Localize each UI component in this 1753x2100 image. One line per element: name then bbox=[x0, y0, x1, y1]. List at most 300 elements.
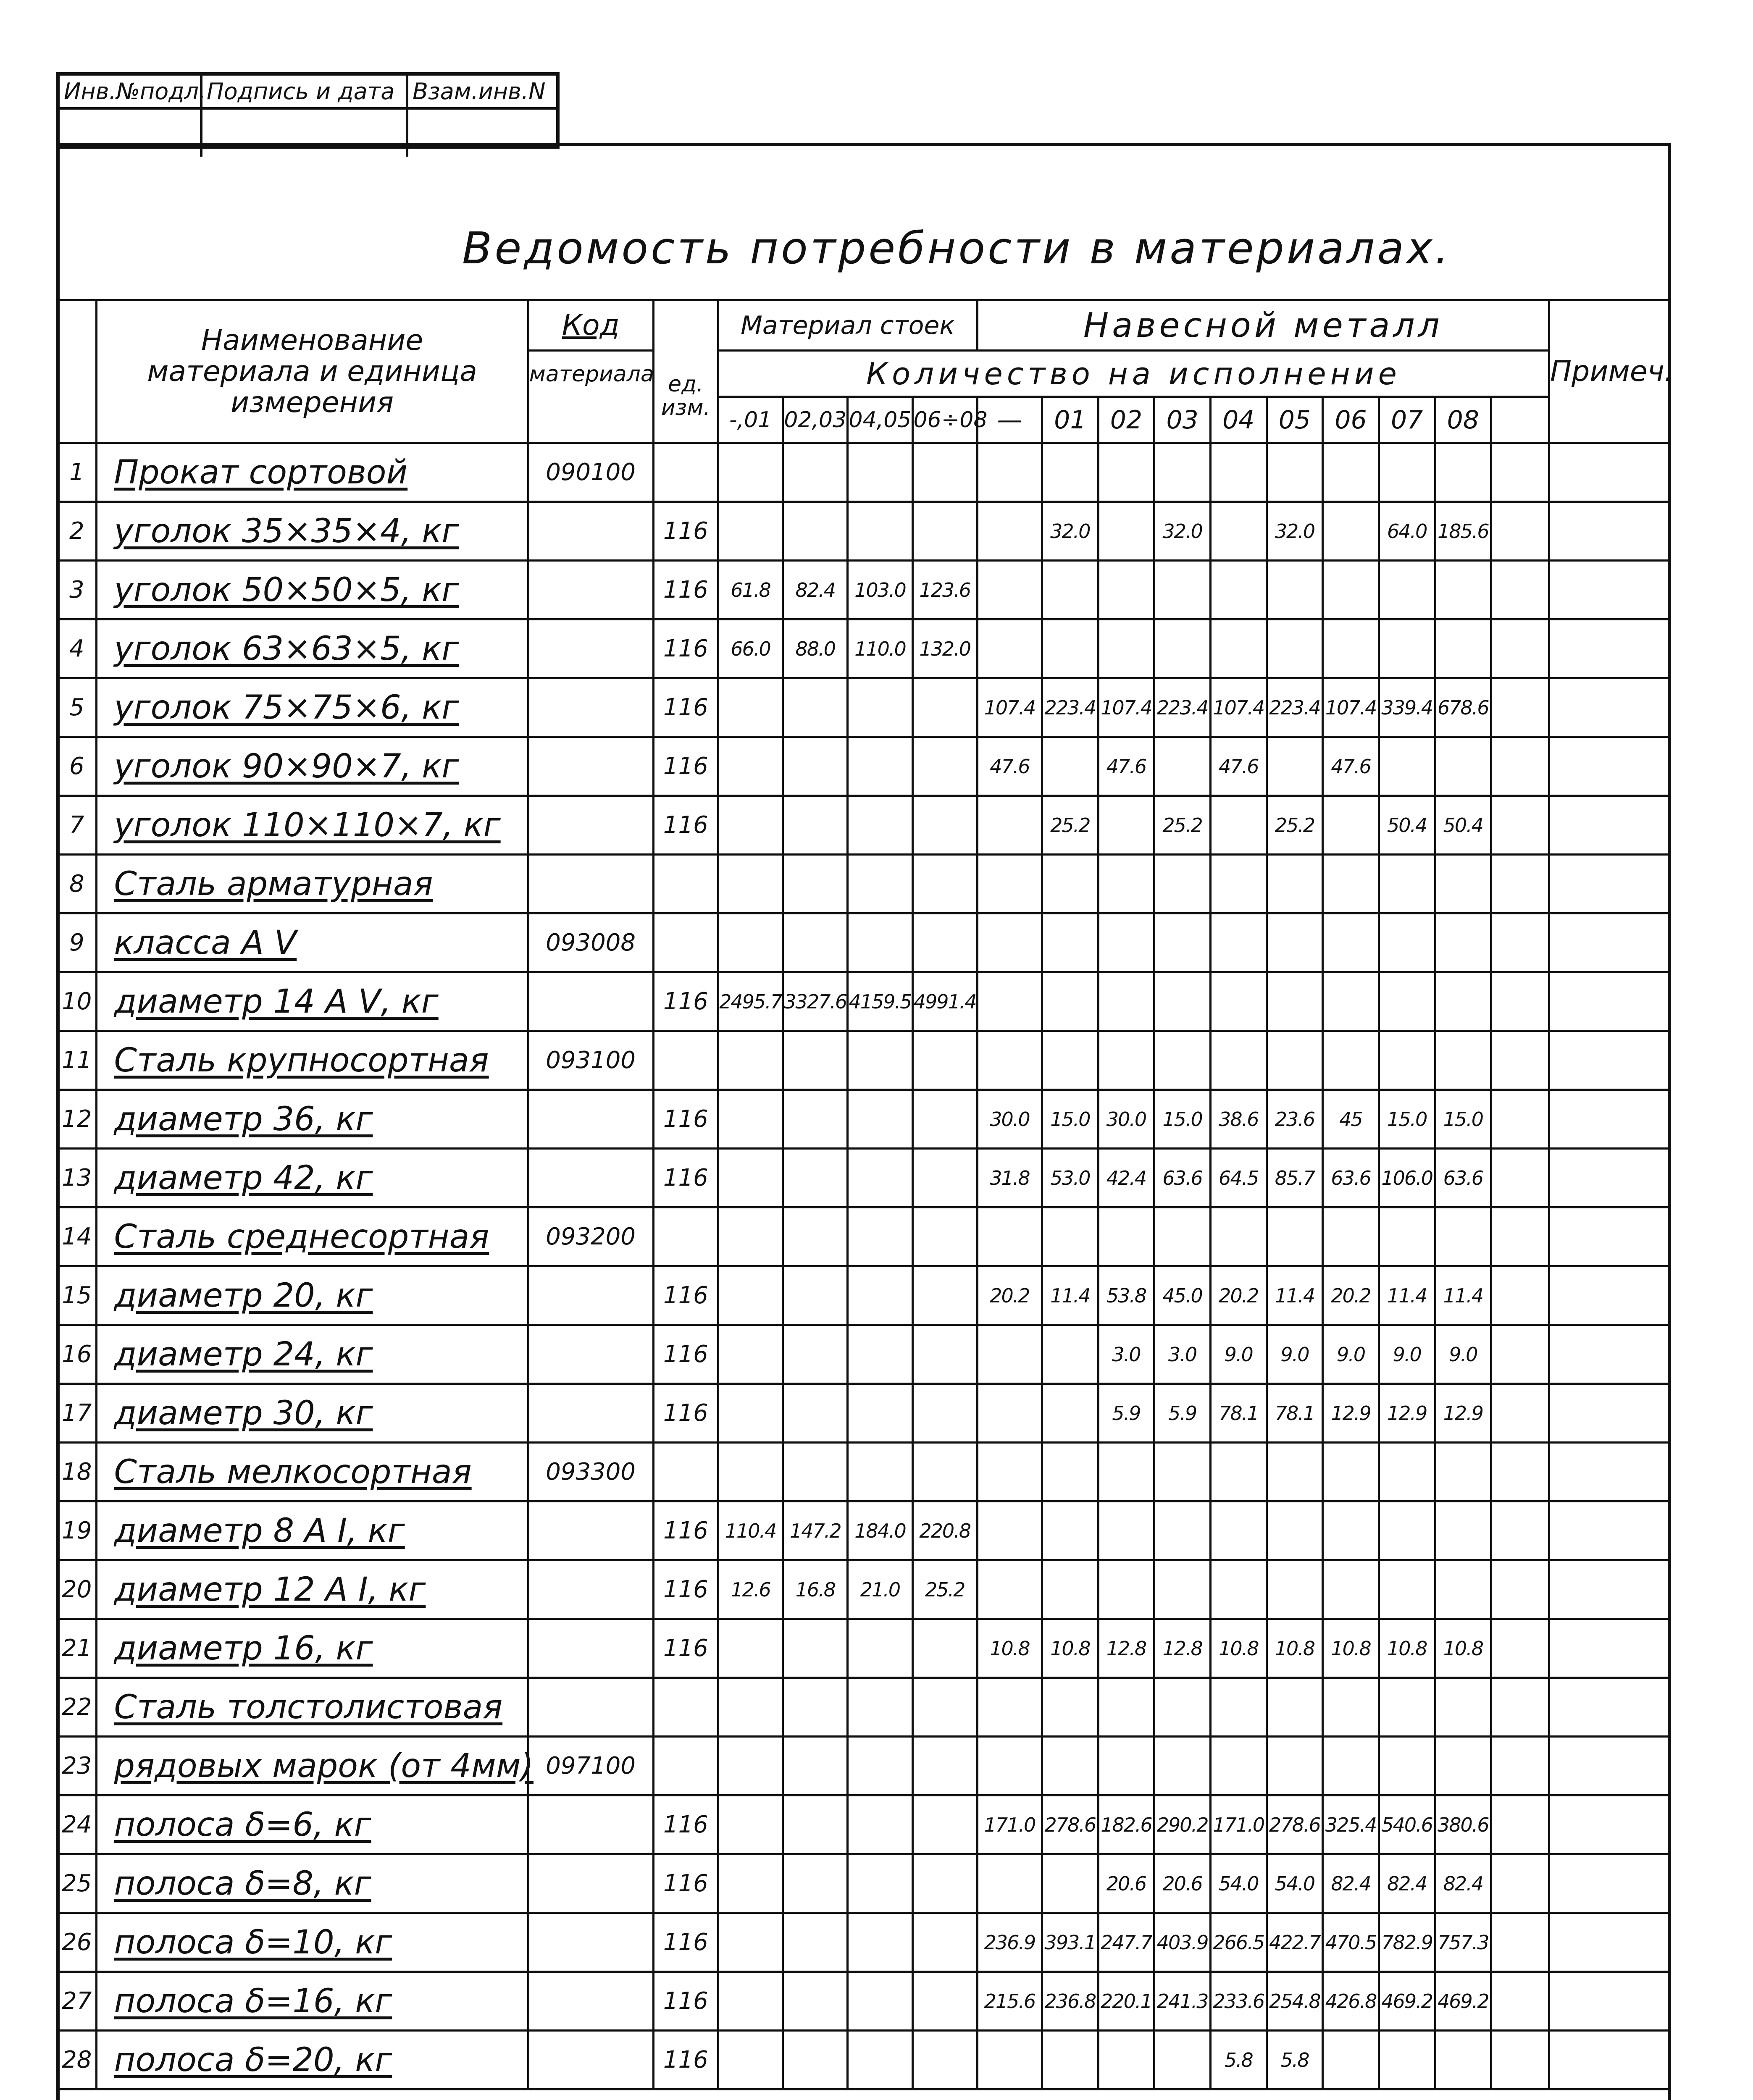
metal-value bbox=[1323, 620, 1379, 678]
table-row bbox=[58, 2031, 1670, 2090]
stand-value bbox=[848, 1384, 912, 1443]
stand-value bbox=[912, 796, 977, 855]
metal-value: 278.6 bbox=[1267, 1796, 1323, 1854]
metal-value: 32.0 bbox=[1267, 502, 1323, 561]
metal-value bbox=[1323, 1031, 1379, 1090]
table-row bbox=[58, 678, 1670, 737]
metal-value: 266.5 bbox=[1210, 1913, 1267, 1972]
metal-value bbox=[1154, 2031, 1211, 2090]
note-cell bbox=[1549, 1737, 1670, 1796]
note-cell bbox=[1549, 1678, 1670, 1737]
table-row bbox=[58, 1854, 1670, 1913]
stand-value bbox=[783, 443, 848, 502]
metal-value: 47.6 bbox=[1323, 737, 1379, 796]
stand-value bbox=[783, 737, 848, 796]
material-code bbox=[528, 1266, 653, 1325]
note-cell bbox=[1549, 1266, 1670, 1325]
row-number: 2 bbox=[58, 502, 97, 561]
metal-value: 25.2 bbox=[1267, 796, 1323, 855]
stand-value: 110.0 bbox=[848, 620, 912, 678]
metal-value bbox=[1379, 855, 1435, 914]
header-unit-top bbox=[653, 300, 718, 351]
note-cell bbox=[1549, 620, 1670, 678]
metal-value: 63.6 bbox=[1154, 1149, 1211, 1208]
metal-value: 10.8 bbox=[1435, 1619, 1491, 1678]
metal-blank bbox=[1491, 1972, 1549, 2031]
material-code bbox=[528, 1913, 653, 1972]
material-name: диаметр 24, кг bbox=[96, 1325, 528, 1384]
metal-value bbox=[1154, 443, 1211, 502]
metal-blank bbox=[1491, 1502, 1549, 1560]
metal-value bbox=[1098, 796, 1154, 855]
header-row-number bbox=[58, 300, 97, 443]
metal-value bbox=[1154, 561, 1211, 620]
metal-value: 171.0 bbox=[977, 1796, 1042, 1854]
header-metal-col: 04 bbox=[1210, 397, 1267, 443]
stand-value: 4991.4 bbox=[912, 972, 977, 1031]
table-row bbox=[58, 1384, 1670, 1443]
metal-value bbox=[977, 1031, 1042, 1090]
metal-value bbox=[1210, 1737, 1267, 1796]
table-row bbox=[58, 737, 1670, 796]
metal-blank bbox=[1491, 1208, 1549, 1266]
metal-value: 223.4 bbox=[1267, 678, 1323, 737]
row-number: 27 bbox=[58, 1972, 97, 2031]
material-code: 093008 bbox=[528, 914, 653, 972]
metal-value: 25.2 bbox=[1154, 796, 1211, 855]
stand-value: 21.0 bbox=[848, 1560, 912, 1619]
metal-value: 403.9 bbox=[1154, 1913, 1211, 1972]
metal-value: 47.6 bbox=[1210, 737, 1267, 796]
note-cell bbox=[1549, 1619, 1670, 1678]
unit-code bbox=[653, 1737, 718, 1796]
metal-value: 53.8 bbox=[1098, 1266, 1154, 1325]
header-metal-col: 05 bbox=[1267, 397, 1323, 443]
row-number: 24 bbox=[58, 1796, 97, 1854]
metal-value bbox=[1154, 1678, 1211, 1737]
metal-value bbox=[1154, 1737, 1211, 1796]
header-name: Наименование материала и единица измерения bbox=[96, 300, 528, 443]
metal-value: 82.4 bbox=[1435, 1854, 1491, 1913]
stand-value bbox=[912, 1090, 977, 1149]
stand-value bbox=[912, 1149, 977, 1208]
row-number: 3 bbox=[58, 561, 97, 620]
stand-value bbox=[718, 796, 783, 855]
table-row bbox=[58, 1443, 1670, 1502]
metal-value bbox=[1435, 1443, 1491, 1502]
material-name: Сталь арматурная bbox=[96, 855, 528, 914]
metal-value bbox=[1210, 620, 1267, 678]
metal-value: 23.6 bbox=[1267, 1090, 1323, 1149]
metal-value bbox=[1323, 1208, 1379, 1266]
material-name: Сталь толстолистовая bbox=[96, 1678, 528, 1737]
metal-value bbox=[1042, 620, 1099, 678]
metal-value: 5.9 bbox=[1154, 1384, 1211, 1443]
metal-value: 82.4 bbox=[1379, 1854, 1435, 1913]
metal-value: 10.8 bbox=[1379, 1619, 1435, 1678]
metal-value bbox=[1098, 1502, 1154, 1560]
unit-code: 116 bbox=[653, 1972, 718, 2031]
stand-value: 2495.7 bbox=[718, 972, 783, 1031]
metal-value: 107.4 bbox=[1210, 678, 1267, 737]
metal-value bbox=[1267, 737, 1323, 796]
table-row bbox=[58, 1913, 1670, 1972]
metal-value bbox=[1098, 1443, 1154, 1502]
stand-value: 61.8 bbox=[718, 561, 783, 620]
unit-code: 116 bbox=[653, 1560, 718, 1619]
stand-value bbox=[848, 502, 912, 561]
row-number: 14 bbox=[58, 1208, 97, 1266]
note-cell bbox=[1549, 1149, 1670, 1208]
unit-code: 116 bbox=[653, 1502, 718, 1560]
metal-value bbox=[1042, 1737, 1099, 1796]
metal-value: 20.6 bbox=[1098, 1854, 1154, 1913]
metal-value bbox=[1435, 914, 1491, 972]
metal-value bbox=[1042, 855, 1099, 914]
stand-value bbox=[718, 1619, 783, 1678]
metal-value bbox=[1042, 1208, 1099, 1266]
metal-value: 3.0 bbox=[1098, 1325, 1154, 1384]
stand-value bbox=[912, 1325, 977, 1384]
metal-value bbox=[1435, 1560, 1491, 1619]
stand-value bbox=[783, 1325, 848, 1384]
metal-value: 236.9 bbox=[977, 1913, 1042, 1972]
stand-value bbox=[718, 1854, 783, 1913]
metal-value bbox=[1098, 1031, 1154, 1090]
material-name: полоса δ=6, кг bbox=[96, 1796, 528, 1854]
material-code bbox=[528, 796, 653, 855]
metal-value: 247.7 bbox=[1098, 1913, 1154, 1972]
header-code-blank bbox=[528, 397, 653, 443]
metal-value bbox=[1379, 914, 1435, 972]
stand-value bbox=[848, 1031, 912, 1090]
metal-value: 54.0 bbox=[1210, 1854, 1267, 1913]
metal-value: 469.2 bbox=[1435, 1972, 1491, 2031]
metal-value bbox=[1323, 443, 1379, 502]
metal-value: 107.4 bbox=[1098, 678, 1154, 737]
stand-value bbox=[783, 855, 848, 914]
stand-value bbox=[718, 914, 783, 972]
material-name: полоса δ=16, кг bbox=[96, 1972, 528, 2031]
material-name: диаметр 12 А Ⅰ, кг bbox=[96, 1560, 528, 1619]
metal-value: 85.7 bbox=[1267, 1149, 1323, 1208]
metal-value bbox=[1098, 1678, 1154, 1737]
header-metal-col: 08 bbox=[1435, 397, 1491, 443]
metal-value: 3.0 bbox=[1154, 1325, 1211, 1384]
table-row bbox=[58, 972, 1670, 1031]
unit-code: 116 bbox=[653, 972, 718, 1031]
header-code-material: материала bbox=[528, 351, 653, 397]
table-row bbox=[58, 443, 1670, 502]
stand-value: 123.6 bbox=[912, 561, 977, 620]
metal-value: 15.0 bbox=[1042, 1090, 1099, 1149]
metal-value bbox=[1323, 502, 1379, 561]
metal-value: 20.2 bbox=[1210, 1266, 1267, 1325]
metal-value: 53.0 bbox=[1042, 1149, 1099, 1208]
stand-value bbox=[783, 1090, 848, 1149]
unit-code: 116 bbox=[653, 1384, 718, 1443]
stand-value bbox=[912, 1854, 977, 1913]
material-name: уголок 50×50×5, кг bbox=[96, 561, 528, 620]
stamp-box bbox=[56, 72, 560, 149]
stand-value bbox=[912, 502, 977, 561]
row-number: 6 bbox=[58, 737, 97, 796]
stand-value bbox=[912, 1443, 977, 1502]
material-code: 093200 bbox=[528, 1208, 653, 1266]
material-code bbox=[528, 1560, 653, 1619]
table-row bbox=[58, 1149, 1670, 1208]
table-row bbox=[58, 1560, 1670, 1619]
metal-blank bbox=[1491, 914, 1549, 972]
row-number: 12 bbox=[58, 1090, 97, 1149]
metal-value: 82.4 bbox=[1323, 1854, 1379, 1913]
metal-value bbox=[977, 1737, 1042, 1796]
note-cell bbox=[1549, 972, 1670, 1031]
metal-value: 325.4 bbox=[1323, 1796, 1379, 1854]
metal-value: 12.9 bbox=[1379, 1384, 1435, 1443]
unit-code bbox=[653, 1031, 718, 1090]
note-cell bbox=[1549, 1208, 1670, 1266]
metal-value: 10.8 bbox=[1210, 1619, 1267, 1678]
unit-code: 116 bbox=[653, 1619, 718, 1678]
metal-value: 5.9 bbox=[1098, 1384, 1154, 1443]
material-name: диаметр 20, кг bbox=[96, 1266, 528, 1325]
stand-value bbox=[718, 678, 783, 737]
unit-code bbox=[653, 443, 718, 502]
header-metal-col: 07 bbox=[1379, 397, 1435, 443]
metal-value: 47.6 bbox=[1098, 737, 1154, 796]
metal-value bbox=[1379, 972, 1435, 1031]
material-code bbox=[528, 1325, 653, 1384]
row-number: 23 bbox=[58, 1737, 97, 1796]
metal-value bbox=[1267, 855, 1323, 914]
metal-value: 241.3 bbox=[1154, 1972, 1211, 2031]
material-name: диаметр 30, кг bbox=[96, 1384, 528, 1443]
stand-value bbox=[848, 1325, 912, 1384]
table-row bbox=[58, 1972, 1670, 2031]
stand-value bbox=[912, 1913, 977, 1972]
material-code bbox=[528, 620, 653, 678]
stand-value bbox=[848, 855, 912, 914]
metal-value: 106.0 bbox=[1379, 1149, 1435, 1208]
metal-blank bbox=[1491, 796, 1549, 855]
material-code bbox=[528, 1502, 653, 1560]
metal-value: 45.0 bbox=[1154, 1266, 1211, 1325]
header-metal-col: 06 bbox=[1323, 397, 1379, 443]
metal-value: 290.2 bbox=[1154, 1796, 1211, 1854]
metal-value bbox=[977, 972, 1042, 1031]
stand-value: 12.6 bbox=[718, 1560, 783, 1619]
unit-code: 116 bbox=[653, 620, 718, 678]
metal-blank bbox=[1491, 1678, 1549, 1737]
stamp-inv-label: Инв.№подл. bbox=[60, 76, 202, 110]
row-number: 4 bbox=[58, 620, 97, 678]
row-number: 7 bbox=[58, 796, 97, 855]
metal-value: 10.8 bbox=[977, 1619, 1042, 1678]
row-number: 8 bbox=[58, 855, 97, 914]
metal-value: 64.0 bbox=[1379, 502, 1435, 561]
metal-value bbox=[1379, 1560, 1435, 1619]
row-number: 13 bbox=[58, 1149, 97, 1208]
material-code bbox=[528, 1678, 653, 1737]
material-code: 097100 bbox=[528, 1737, 653, 1796]
stand-value bbox=[912, 855, 977, 914]
metal-blank bbox=[1491, 1913, 1549, 1972]
metal-value bbox=[1379, 1443, 1435, 1502]
row-number: 26 bbox=[58, 1913, 97, 1972]
material-code bbox=[528, 855, 653, 914]
metal-value bbox=[1042, 1854, 1099, 1913]
stand-value bbox=[783, 1678, 848, 1737]
row-number: 28 bbox=[58, 2031, 97, 2090]
metal-value: 11.4 bbox=[1042, 1266, 1099, 1325]
stand-value bbox=[848, 796, 912, 855]
metal-value bbox=[1154, 1502, 1211, 1560]
unit-code: 116 bbox=[653, 2031, 718, 2090]
metal-value bbox=[1042, 561, 1099, 620]
row-number: 17 bbox=[58, 1384, 97, 1443]
metal-value: 678.6 bbox=[1435, 678, 1491, 737]
metal-value: 63.6 bbox=[1435, 1149, 1491, 1208]
row-number: 18 bbox=[58, 1443, 97, 1502]
metal-value: 236.8 bbox=[1042, 1972, 1099, 2031]
metal-value bbox=[1210, 855, 1267, 914]
metal-value: 11.4 bbox=[1379, 1266, 1435, 1325]
material-code bbox=[528, 1090, 653, 1149]
row-number: 22 bbox=[58, 1678, 97, 1737]
metal-blank bbox=[1491, 1619, 1549, 1678]
metal-value: 9.0 bbox=[1435, 1325, 1491, 1384]
stand-value bbox=[848, 1619, 912, 1678]
metal-value bbox=[977, 1678, 1042, 1737]
table-row bbox=[58, 1737, 1670, 1796]
material-code bbox=[528, 502, 653, 561]
note-cell bbox=[1549, 1854, 1670, 1913]
metal-value: 63.6 bbox=[1323, 1149, 1379, 1208]
row-number: 1 bbox=[58, 443, 97, 502]
stand-value bbox=[848, 914, 912, 972]
stand-value: 132.0 bbox=[912, 620, 977, 678]
unit-code: 116 bbox=[653, 561, 718, 620]
metal-value: 15.0 bbox=[1154, 1090, 1211, 1149]
material-code bbox=[528, 561, 653, 620]
metal-value bbox=[977, 443, 1042, 502]
metal-value: 470.5 bbox=[1323, 1913, 1379, 1972]
note-cell bbox=[1549, 1972, 1670, 2031]
materials-table bbox=[56, 299, 1674, 2090]
metal-value: 32.0 bbox=[1042, 502, 1099, 561]
stand-value bbox=[912, 443, 977, 502]
material-name: Сталь крупносортная bbox=[96, 1031, 528, 1090]
metal-value: 182.6 bbox=[1098, 1796, 1154, 1854]
metal-blank bbox=[1491, 1325, 1549, 1384]
metal-value: 782.9 bbox=[1379, 1913, 1435, 1972]
stand-value bbox=[783, 1972, 848, 2031]
stand-value bbox=[718, 1913, 783, 1972]
table-row bbox=[58, 561, 1670, 620]
stand-value bbox=[912, 678, 977, 737]
material-code bbox=[528, 1619, 653, 1678]
metal-blank bbox=[1491, 1796, 1549, 1854]
metal-value bbox=[1098, 502, 1154, 561]
metal-value bbox=[1435, 620, 1491, 678]
metal-value bbox=[1267, 914, 1323, 972]
unit-code: 116 bbox=[653, 1266, 718, 1325]
metal-value bbox=[1042, 1325, 1099, 1384]
metal-blank bbox=[1491, 620, 1549, 678]
metal-value bbox=[1210, 1502, 1267, 1560]
metal-blank bbox=[1491, 855, 1549, 914]
stand-value: 110.4 bbox=[718, 1502, 783, 1560]
row-number: 21 bbox=[58, 1619, 97, 1678]
metal-value bbox=[1042, 914, 1099, 972]
metal-value bbox=[1435, 443, 1491, 502]
metal-value bbox=[1154, 620, 1211, 678]
header-metal-col-blank bbox=[1491, 397, 1549, 443]
unit-code bbox=[653, 1208, 718, 1266]
stand-value: 220.8 bbox=[912, 1502, 977, 1560]
metal-value: 54.0 bbox=[1267, 1854, 1323, 1913]
metal-blank bbox=[1491, 1560, 1549, 1619]
metal-value: 15.0 bbox=[1379, 1090, 1435, 1149]
stand-value bbox=[783, 914, 848, 972]
material-name: полоса δ=10, кг bbox=[96, 1913, 528, 1972]
material-code: 090100 bbox=[528, 443, 653, 502]
header-stand-col: -,01 bbox=[718, 397, 783, 443]
metal-value: 223.4 bbox=[1154, 678, 1211, 737]
metal-value: 31.8 bbox=[977, 1149, 1042, 1208]
unit-code: 116 bbox=[653, 1149, 718, 1208]
unit-code: 116 bbox=[653, 678, 718, 737]
material-code bbox=[528, 1384, 653, 1443]
metal-value bbox=[1267, 561, 1323, 620]
metal-value bbox=[1042, 1502, 1099, 1560]
metal-value bbox=[1210, 1678, 1267, 1737]
header-hanging-metal: Навесной металл bbox=[977, 300, 1549, 351]
metal-value bbox=[1267, 443, 1323, 502]
metal-blank bbox=[1491, 2031, 1549, 2090]
stand-value bbox=[912, 1384, 977, 1443]
metal-value: 20.2 bbox=[977, 1266, 1042, 1325]
row-number: 11 bbox=[58, 1031, 97, 1090]
metal-value bbox=[1042, 1384, 1099, 1443]
metal-value: 9.0 bbox=[1323, 1325, 1379, 1384]
material-name: уголок 110×110×7, кг bbox=[96, 796, 528, 855]
stand-value: 88.0 bbox=[783, 620, 848, 678]
stamp-signature-label: Подпись и дата bbox=[202, 76, 408, 110]
stand-value bbox=[912, 1678, 977, 1737]
metal-value bbox=[1267, 1031, 1323, 1090]
metal-value bbox=[1042, 1560, 1099, 1619]
unit-code bbox=[653, 855, 718, 914]
material-name: уголок 35×35×4, кг bbox=[96, 502, 528, 561]
stand-value: 3327.6 bbox=[783, 972, 848, 1031]
stand-value bbox=[912, 737, 977, 796]
row-number: 16 bbox=[58, 1325, 97, 1384]
table-row bbox=[58, 1325, 1670, 1384]
header-stand-col: 02,03 bbox=[783, 397, 848, 443]
metal-value bbox=[1098, 2031, 1154, 2090]
metal-value: 469.2 bbox=[1379, 1972, 1435, 2031]
metal-value: 422.7 bbox=[1267, 1913, 1323, 1972]
metal-value bbox=[1379, 2031, 1435, 2090]
metal-value bbox=[1323, 2031, 1379, 2090]
unit-code bbox=[653, 914, 718, 972]
metal-value: 20.6 bbox=[1154, 1854, 1211, 1913]
stand-value bbox=[783, 502, 848, 561]
material-code bbox=[528, 1796, 653, 1854]
stand-value: 66.0 bbox=[718, 620, 783, 678]
